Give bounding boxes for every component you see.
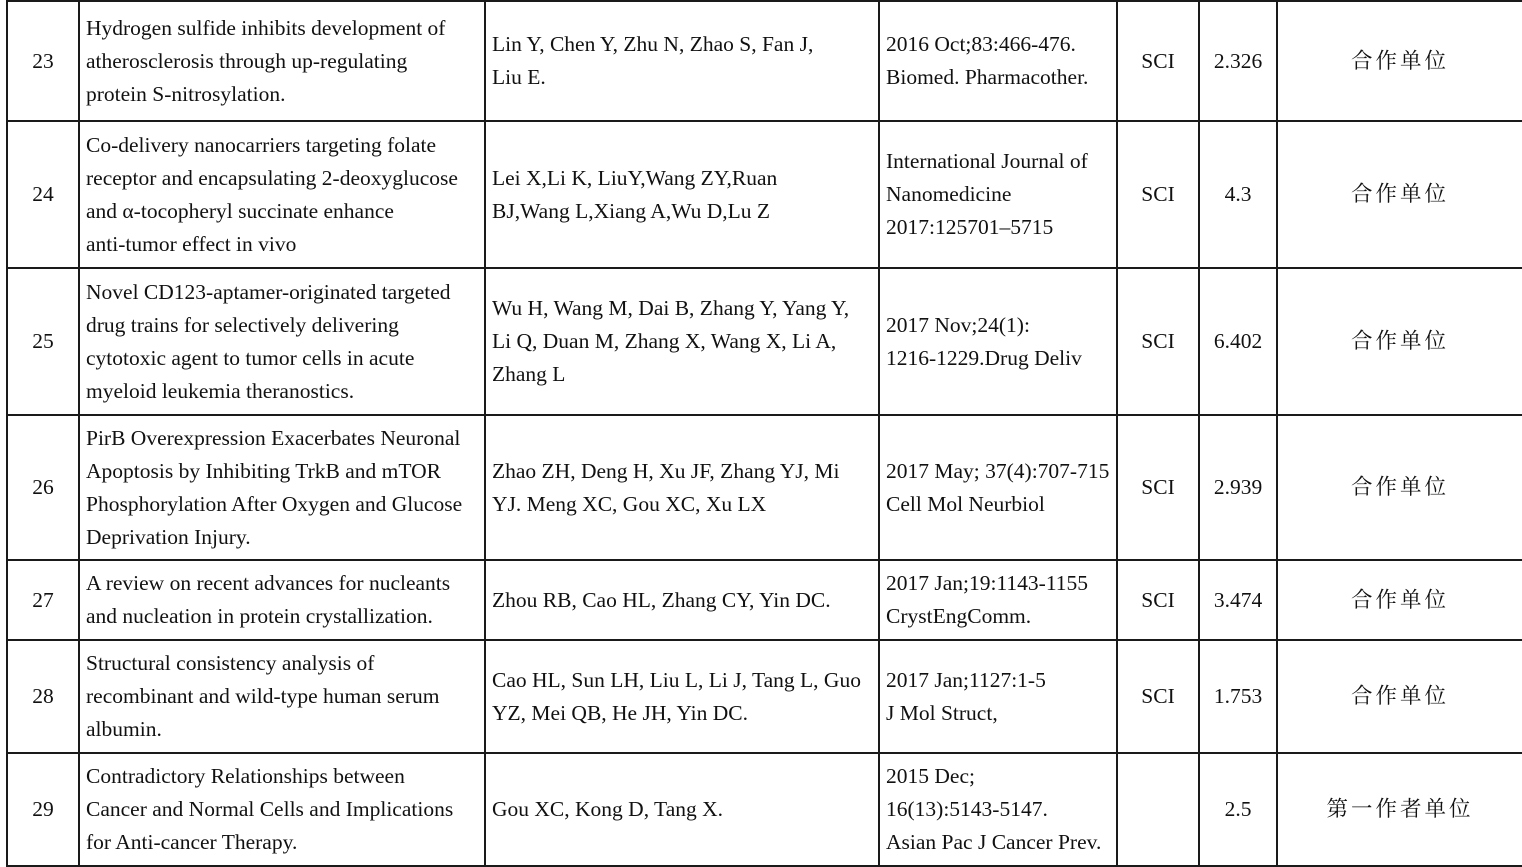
authors-cell (485, 560, 879, 640)
journal-line: 2017 May; 37(4):707-715 (886, 458, 1110, 483)
paper-title-line: recombinant and wild-type human serum (86, 684, 440, 708)
index-type: SCI (1141, 48, 1175, 73)
impact-factor-cell (1199, 640, 1277, 753)
journal-cell (879, 753, 1117, 866)
row-number: 29 (32, 797, 54, 821)
impact-factor: 2.326 (1213, 48, 1263, 73)
impact-factor-cell (1199, 121, 1277, 268)
authors-line: Zhou RB, Cao HL, Zhang CY, Yin DC. (492, 587, 831, 612)
row-number-cell (7, 560, 79, 640)
table-row (7, 753, 1522, 866)
index-type-cell (1117, 560, 1199, 640)
journal-line: Biomed. Pharmacother. (886, 65, 1089, 89)
paper-title-line: atherosclerosis through up-regulating (86, 48, 408, 73)
paper-title-line: Co-delivery nanocarriers targeting folate (86, 132, 437, 157)
row-number-cell (7, 121, 79, 268)
journal-line: 1216-1229.Drug Deliv (886, 345, 1082, 370)
row-number: 27 (32, 587, 54, 612)
paper-title-line: Contradictory Relationships between (86, 764, 405, 788)
affiliation-role-cell (1277, 121, 1522, 268)
table-row (7, 640, 1522, 753)
authors-line: BJ,Wang L,Xiang A,Wu D,Lu Z (492, 198, 771, 223)
affiliation-role-cell (1277, 560, 1522, 640)
affiliation-role-cell (1277, 415, 1522, 560)
affiliation-role: 合作单位 (1350, 329, 1449, 354)
impact-factor-cell (1199, 560, 1277, 640)
table-row (7, 121, 1522, 268)
row-number: 23 (32, 48, 54, 73)
table-row (7, 560, 1522, 640)
journal-cell (879, 1, 1117, 121)
authors-line: Wu H, Wang M, Dai B, Zhang Y, Yang Y, (492, 296, 850, 320)
affiliation-role-cell (1277, 1, 1522, 121)
journal-line: 16(13):5143-5147. (886, 797, 1048, 821)
impact-factor: 4.3 (1224, 182, 1252, 206)
paper-title-line: Phosphorylation After Oxygen and Glucose (86, 491, 463, 516)
row-number: 25 (32, 329, 54, 353)
paper-title-line: Novel CD123-aptamer-originated targeted (86, 279, 451, 304)
authors-line: Liu E. (492, 65, 546, 89)
journal-line: 2017 Jan;19:1143-1155 (886, 571, 1089, 595)
impact-factor-cell (1199, 268, 1277, 415)
affiliation-role-cell (1277, 268, 1522, 415)
journal-line: 2017 Nov;24(1): (886, 312, 1030, 337)
index-type-cell (1117, 1, 1199, 121)
index-type: SCI (1141, 182, 1175, 206)
index-type-cell (1117, 268, 1199, 415)
index-type-cell (1117, 753, 1199, 866)
authors-cell (485, 121, 879, 268)
index-type: SCI (1141, 587, 1175, 612)
journal-line: CrystEngComm. (886, 604, 1032, 628)
paper-title-line: and nucleation in protein crystallization. (86, 604, 433, 628)
paper-title-line: cytotoxic agent to tumor cells in acute (86, 345, 415, 370)
paper-title-line: protein S-nitrosylation. (86, 81, 286, 106)
affiliation-role-cell (1277, 753, 1522, 866)
table-row (7, 1, 1522, 121)
affiliation-role: 合作单位 (1350, 587, 1449, 613)
index-type-cell (1117, 415, 1199, 560)
paper-title-line: Hydrogen sulfide inhibits development of (86, 15, 446, 40)
authors-cell (485, 640, 879, 753)
row-number-cell (7, 753, 79, 866)
authors-cell (485, 1, 879, 121)
impact-factor-cell (1199, 1, 1277, 121)
paper-title-line: Apoptosis by Inhibiting TrkB and mTOR (86, 458, 442, 483)
authors-cell (485, 753, 879, 866)
paper-title-line: albumin. (86, 717, 162, 741)
journal-line: International Journal of (886, 149, 1088, 173)
journal-line: 2017:125701–5715 (886, 215, 1054, 239)
index-type-cell (1117, 121, 1199, 268)
impact-factor: 2.5 (1224, 797, 1252, 821)
row-number-cell (7, 1, 79, 121)
index-type: SCI (1141, 329, 1175, 353)
index-type-cell (1117, 640, 1199, 753)
row-number: 28 (32, 684, 54, 708)
journal-cell (879, 415, 1117, 560)
paper-title-cell (79, 753, 485, 866)
impact-factor: 2.939 (1213, 475, 1263, 499)
table-row (7, 415, 1522, 560)
paper-title-cell (79, 1, 485, 121)
journal-cell (879, 268, 1117, 415)
impact-factor: 3.474 (1213, 587, 1263, 612)
paper-title-line: and α-tocopheryl succinate enhance (86, 198, 394, 223)
journal-line: 2015 Dec; (886, 764, 975, 788)
authors-line: Zhao ZH, Deng H, Xu JF, Zhang YJ, Mi (492, 458, 840, 483)
authors-line: YJ. Meng XC, Gou XC, Xu LX (492, 491, 767, 516)
paper-title-line: myeloid leukemia theranostics. (86, 378, 355, 403)
impact-factor-cell (1199, 753, 1277, 866)
publication-table (6, 0, 1522, 867)
journal-cell (879, 640, 1117, 753)
impact-factor-cell (1199, 415, 1277, 560)
impact-factor: 6.402 (1213, 329, 1263, 353)
row-number-cell (7, 415, 79, 560)
paper-title-cell (79, 415, 485, 560)
paper-title-line: Structural consistency analysis of (86, 651, 375, 675)
journal-cell (879, 560, 1117, 640)
journal-line: Asian Pac J Cancer Prev. (886, 830, 1102, 854)
journal-line: 2016 Oct;83:466-476. (886, 32, 1076, 56)
paper-title-cell (79, 640, 485, 753)
authors-line: Cao HL, Sun LH, Liu L, Li J, Tang L, Guo (492, 667, 861, 692)
journal-cell (879, 121, 1117, 268)
paper-title-line: drug trains for selectively delivering (86, 312, 399, 337)
index-type: SCI (1141, 475, 1175, 499)
table-row (7, 268, 1522, 415)
journal-line: Nanomedicine (886, 182, 1012, 206)
journal-line: J Mol Struct, (886, 700, 998, 725)
paper-title-cell (79, 560, 485, 640)
authors-line: Lei X,Li K, LiuY,Wang ZY,Ruan (492, 165, 778, 190)
affiliation-role: 合作单位 (1350, 182, 1449, 207)
authors-cell (485, 268, 879, 415)
row-number-cell (7, 640, 79, 753)
affiliation-role: 合作单位 (1350, 48, 1449, 74)
paper-title-cell (79, 121, 485, 268)
paper-title-line: for Anti-cancer Therapy. (86, 830, 298, 854)
paper-title-line: Cancer and Normal Cells and Implications (86, 797, 454, 821)
journal-line: 2017 Jan;1127:1-5 (886, 667, 1046, 692)
paper-title-cell (79, 268, 485, 415)
authors-cell (485, 415, 879, 560)
authors-line: Li Q, Duan M, Zhang X, Wang X, Li A, (492, 329, 837, 353)
authors-line: YZ, Mei QB, He JH, Yin DC. (492, 700, 749, 725)
paper-title-line: A review on recent advances for nucleants (86, 571, 451, 595)
paper-title-line: anti-tumor effect in vivo (86, 231, 297, 256)
impact-factor: 1.753 (1213, 684, 1263, 708)
affiliation-role: 合作单位 (1350, 684, 1449, 709)
row-number: 26 (32, 475, 54, 499)
publication-table-body (7, 1, 1522, 866)
row-number-cell (7, 268, 79, 415)
row-number: 24 (32, 182, 54, 206)
authors-line: Zhang L (492, 362, 566, 386)
paper-title-line: Deprivation Injury. (86, 524, 251, 549)
affiliation-role: 第一作者单位 (1326, 797, 1474, 822)
index-type: SCI (1141, 684, 1175, 708)
paper-title-line: receptor and encapsulating 2-deoxyglucose (86, 165, 458, 190)
paper-title-line: PirB Overexpression Exacerbates Neuronal (86, 425, 461, 450)
authors-line: Lin Y, Chen Y, Zhu N, Zhao S, Fan J, (492, 32, 814, 56)
authors-line: Gou XC, Kong D, Tang X. (492, 797, 724, 821)
affiliation-role-cell (1277, 640, 1522, 753)
journal-line: Cell Mol Neurbiol (886, 491, 1045, 516)
affiliation-role: 合作单位 (1350, 475, 1449, 500)
